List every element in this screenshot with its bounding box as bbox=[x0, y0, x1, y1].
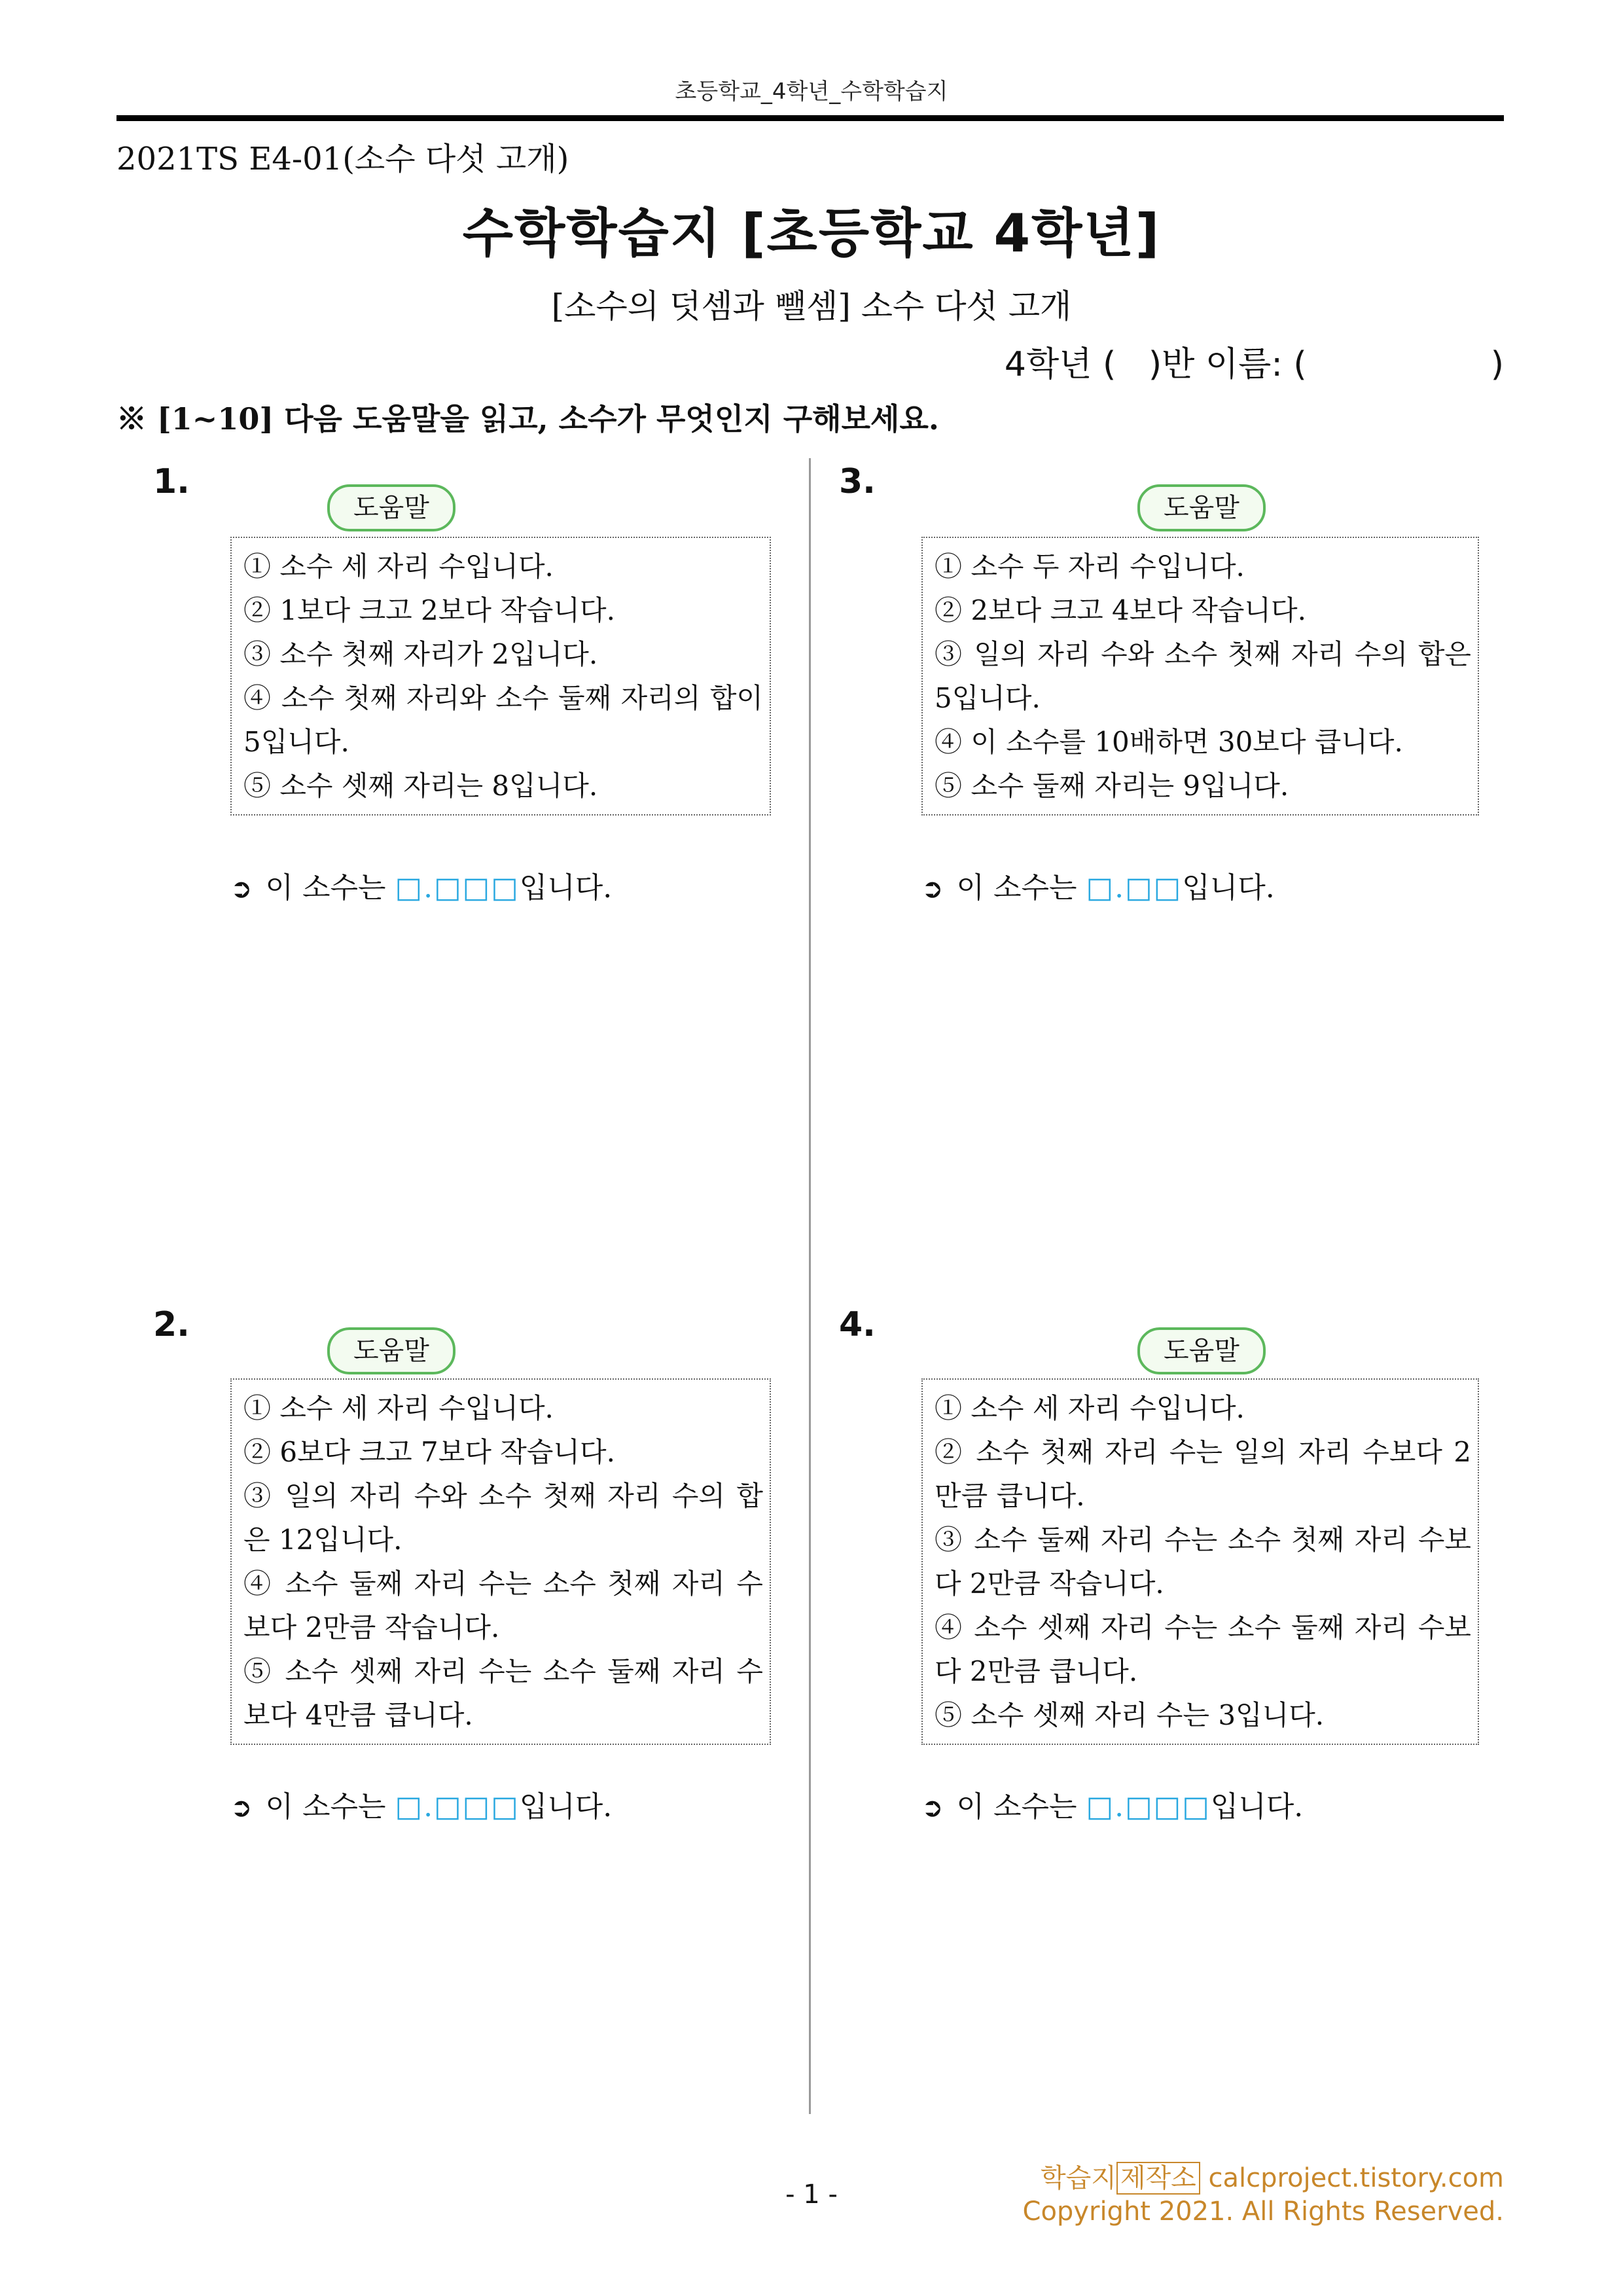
hint-line: ⑤ 소수 셋째 자리는 8입니다. bbox=[243, 770, 598, 802]
hint-line: ② 2보다 크고 4보다 작습니다. bbox=[935, 594, 1306, 626]
hint-line: ③ 일의 자리 수와 소수 첫째 자리 수의 합은 12입니다. bbox=[243, 1480, 763, 1556]
problem-number: 3. bbox=[839, 462, 876, 501]
answer-blank[interactable]: □.□□□ bbox=[395, 871, 520, 905]
answer-suffix: 입니다. bbox=[1182, 871, 1275, 905]
arrow-icon: ➲ bbox=[921, 874, 944, 904]
hint-line: ① 소수 세 자리 수입니다. bbox=[935, 1392, 1245, 1424]
footer-copyright: Copyright 2021. All Rights Reserved. bbox=[1022, 2197, 1504, 2227]
hint-line: ② 6보다 크고 7보다 작습니다. bbox=[243, 1436, 615, 1468]
hint-line: ⑤ 소수 둘째 자리는 9입니다. bbox=[935, 770, 1289, 802]
problem-4 bbox=[809, 1305, 1471, 2025]
answer-line bbox=[230, 864, 612, 906]
hint-label: 도움말 bbox=[327, 484, 455, 531]
hint-box bbox=[921, 1378, 1479, 1745]
page-subtitle: [소수의 덧셈과 뺄셈] 소수 다섯 고개 bbox=[551, 287, 1072, 325]
hint-line: ④ 소수 셋째 자리 수는 소수 둘째 자리 수보다 2만큼 큽니다. bbox=[935, 1611, 1471, 1687]
problem-3 bbox=[809, 462, 1471, 1182]
hint-line: ④ 소수 첫째 자리와 소수 둘째 자리의 합이 5입니다. bbox=[243, 682, 763, 758]
hint-line: ④ 소수 둘째 자리 수는 소수 첫째 자리 수보다 2만큼 작습니다. bbox=[243, 1568, 763, 1643]
instruction: ※ [1~10] 다음 도움말을 읽고, 소수가 무엇인지 구해보세요. bbox=[116, 401, 939, 437]
hint-line: ⑤ 소수 셋째 자리 수는 3입니다. bbox=[935, 1699, 1325, 1731]
answer-prefix: 이 소수는 bbox=[956, 1790, 1086, 1823]
answer-prefix: 이 소수는 bbox=[265, 871, 395, 905]
answer-line bbox=[230, 1783, 612, 1825]
answer-blank[interactable]: □.□□□ bbox=[1086, 1790, 1211, 1823]
hint-line: ② 1보다 크고 2보다 작습니다. bbox=[243, 594, 615, 626]
hint-box bbox=[230, 1378, 771, 1745]
hint-box bbox=[921, 537, 1479, 816]
answer-blank[interactable]: □.□□ bbox=[1086, 871, 1183, 905]
answer-suffix: 입니다. bbox=[519, 871, 613, 905]
hint-line: ③ 일의 자리 수와 소수 첫째 자리 수의 합은 5입니다. bbox=[935, 638, 1471, 714]
answer-suffix: 입니다. bbox=[1210, 1790, 1304, 1823]
arrow-icon: ➲ bbox=[230, 1793, 253, 1823]
brand-text-a: 학습지 bbox=[1040, 2163, 1116, 2193]
hint-line: ⑤ 소수 셋째 자리 수는 소수 둘째 자리 수보다 4만큼 큽니다. bbox=[243, 1655, 763, 1731]
problem-1 bbox=[116, 462, 771, 1182]
running-header: 초등학교_4학년_수학학습지 bbox=[675, 79, 948, 105]
hint-line: ① 소수 세 자리 수입니다. bbox=[243, 550, 554, 583]
page-title: 수학학습지 [초등학교 4학년] bbox=[462, 203, 1161, 264]
hint-line: ④ 이 소수를 10배하면 30보다 큽니다. bbox=[935, 726, 1403, 758]
header-rule bbox=[116, 115, 1504, 121]
arrow-icon: ➲ bbox=[921, 1793, 944, 1823]
answer-prefix: 이 소수는 bbox=[956, 871, 1086, 905]
footer-site-link[interactable]: calcproject.tistory.com bbox=[1200, 2163, 1504, 2193]
answer-blank[interactable]: □.□□□ bbox=[395, 1790, 520, 1823]
hint-label: 도움말 bbox=[1137, 1327, 1266, 1374]
hint-line: ② 소수 첫째 자리 수는 일의 자리 수보다 2만큼 큽니다. bbox=[935, 1436, 1471, 1512]
answer-line bbox=[921, 864, 1275, 906]
problem-2 bbox=[116, 1305, 771, 2025]
hint-line: ① 소수 두 자리 수입니다. bbox=[935, 550, 1245, 583]
page-number: - 1 - bbox=[785, 2179, 838, 2210]
answer-prefix: 이 소수는 bbox=[265, 1790, 395, 1823]
hint-label: 도움말 bbox=[1137, 484, 1266, 531]
hint-box bbox=[230, 537, 771, 816]
hint-line: ③ 소수 둘째 자리 수는 소수 첫째 자리 수보다 2만큼 작습니다. bbox=[935, 1524, 1471, 1600]
footer-brand bbox=[1041, 2157, 1504, 2195]
problem-number: 2. bbox=[153, 1305, 190, 1344]
hint-line: ③ 소수 첫째 자리가 2입니다. bbox=[243, 638, 598, 670]
answer-line bbox=[921, 1783, 1303, 1825]
problem-number: 1. bbox=[153, 462, 190, 501]
arrow-icon: ➲ bbox=[230, 874, 253, 904]
problem-number: 4. bbox=[839, 1305, 876, 1344]
hint-line: ① 소수 세 자리 수입니다. bbox=[243, 1392, 554, 1424]
brand-text-b: 제작소 bbox=[1116, 2162, 1200, 2195]
worksheet-code: 2021TS E4-01(소수 다섯 고개) bbox=[116, 141, 569, 177]
hint-label: 도움말 bbox=[327, 1327, 455, 1374]
answer-suffix: 입니다. bbox=[519, 1790, 613, 1823]
name-line: 4학년 ( )반 이름: ( ) bbox=[1004, 345, 1504, 384]
